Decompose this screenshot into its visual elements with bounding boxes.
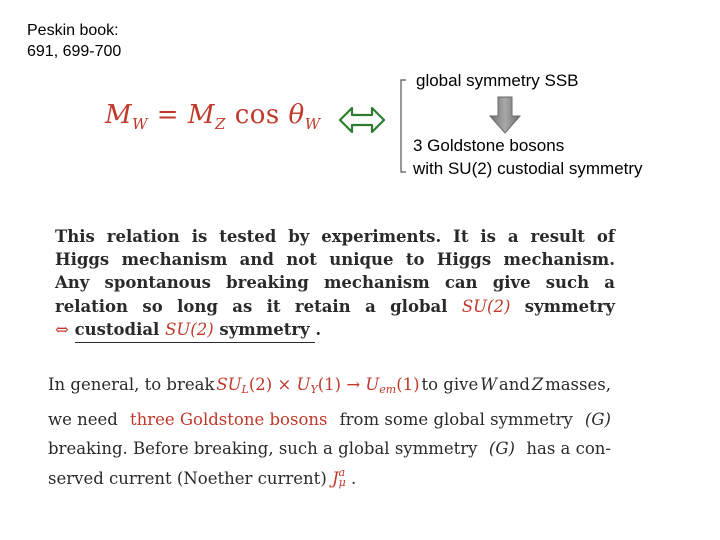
p2-line-2: we need three Goldstone bosons from some global symmetry (G) [48, 405, 611, 435]
custodial-symmetry-term: custodial SU(2) symmetry [75, 320, 316, 343]
p1-line-4: relation so long as it retain a global SU(2) symmetry [55, 296, 615, 316]
reference-note [27, 20, 121, 62]
bracket-divider [398, 78, 408, 174]
goldstone-paragraph [48, 370, 611, 493]
ssb-label: global symmetry SSB [416, 71, 579, 90]
three-goldstone-bosons-term: three Goldstone bosons [129, 409, 328, 429]
left-right-arrow-icon [338, 104, 386, 136]
mass-relation-formula: $M_W = M_Z$ $\cos \theta_W$ [105, 100, 321, 133]
p1-line-2: Higgs mechanism and not unique to Higgs mechanism. [55, 250, 615, 270]
symmetry-breaking-math: $SU_L(2) \times U_Y(1) \to U_{em}(1)$ [216, 375, 420, 396]
goldstone-line-2: with SU(2) custodial symmetry [413, 159, 643, 178]
p1-line-3: Any spontanous breaking mechanism can give such a [55, 273, 615, 293]
p2-line-4: served current (Noether current) J a μ . [48, 464, 611, 494]
goldstone-note [413, 134, 643, 180]
equivalence-icon: ⇔ [55, 319, 69, 339]
goldstone-line-1: 3 Goldstone bosons [413, 136, 565, 155]
p1-line-5: ⇔ custodial SU(2) symmetry . [55, 318, 615, 341]
noether-current-symbol: J a μ [332, 465, 346, 489]
reference-pages: 691, 699-700 [27, 43, 122, 60]
p2-line-1: In general, to break $SU_L(2) \times U_Y(1) \to U_{em}(1)$ to give W and Z masses, [48, 370, 611, 405]
relation-paragraph [55, 225, 615, 341]
p2-line-3: breaking. Before breaking, such a global symmetry (G) has a con- [48, 439, 611, 458]
p1-line-1: This relation is tested by experiments. It is a result of [55, 227, 615, 246]
reference-book: Peskin book: [27, 22, 119, 39]
down-arrow-icon [488, 96, 522, 134]
